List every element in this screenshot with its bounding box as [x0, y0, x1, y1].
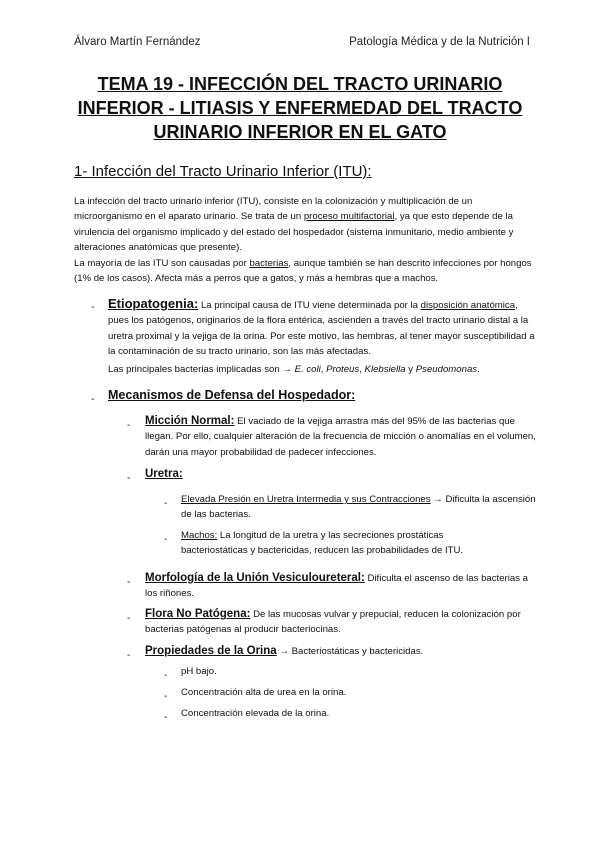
morfologia-heading: Morfología de la Unión Vesiculoureteral:: [145, 572, 365, 584]
morfologia-block: Morfología de la Unión Vesiculoureteral: Dificulta el ascenso de las bacterias a los riñones.: [145, 572, 529, 600]
list-item: Concentración elevada de la orina.: [181, 708, 330, 719]
bullet-dash: -: [164, 691, 168, 702]
course-name: Patología Médica y de la Nutrición I: [349, 36, 530, 48]
list-item: pH bajo.: [181, 666, 217, 677]
flora-heading: Flora No Patógena:: [145, 608, 251, 620]
bullet-dash: -: [164, 534, 168, 545]
miccion-block: Micción Normal: El vaciado de la vejiga arrastra más del 95% de las bacterias que llegan. Por ello, cualquier alteración de la frecuencia de micción o anomalías en el volumen, darán una mayor probabilidad de padecer infecciones.: [145, 415, 536, 458]
uretra-sub-machos: Machos: La longitud de la uretra y las secreciones prostáticas bacteriostáticas y bactericidas, reducen las probabilidades de ITU.: [181, 530, 464, 557]
etiopatogenia-block: Etiopatogenia: La principal causa de ITU viene determinada por la disposición anatómica, pues los patógenos, originarios de la flora entérica, ascienden a través del tracto urinario distal a la uretra proximal y la vejiga de la orina. Por este motivo, las hembras, al tener mayor susceptibilidad a la contaminación de su tracto urinario, son las más afectadas.: [108, 296, 535, 358]
flora-block: Flora No Patógena: De las mucosas vulvar y prepucial, reducen la colonización por bacterias patógenas al producir bacteriocinas.: [145, 608, 521, 636]
bullet-dash: -: [164, 670, 168, 681]
page-header: [74, 36, 530, 48]
bacteria-list: Las principales bacterias implicadas son → E. coli, Proteus, Klebsiella y Pseudomonas.: [108, 364, 480, 375]
intro-paragraph-1: La infección del tracto urinario inferior (ITU), consiste en la colonización y multiplicación de un microorganismo en el aparato urinario. Se trata de un proceso multifactorial, ya que esto depende de la virulencia del organismo implicado y del estado del hospedador (sistema inmunitario, medio ambiente y alteraciones anatómicas que presente).: [74, 196, 514, 254]
etiopatogenia-heading: Etiopatogenia:: [108, 296, 199, 311]
bullet-dash: -: [127, 473, 131, 484]
section-title: 1- Infección del Tracto Urinario Inferior (ITU):: [74, 163, 372, 180]
intro-paragraph-2: La mayoría de las ITU son causadas por bacterias, aunque también se han descrito infecciones por hongos (1% de los casos). Afecta más a perros que a gatos, y más a hembras que a machos.: [74, 258, 532, 285]
title-line-1: TEMA 19 - INFECCIÓN DEL TRACTO URINARIO: [97, 74, 503, 94]
bullet-dash: -: [127, 420, 131, 431]
title-line-3: URINARIO INFERIOR EN EL GATO: [153, 122, 447, 142]
bullet-dash: -: [91, 394, 95, 405]
list-item: Concentración alta de urea en la orina.: [181, 687, 347, 698]
author-name: Álvaro Martín Fernández: [74, 36, 201, 48]
title-line-2: INFERIOR - LITIASIS Y ENFERMEDAD DEL TRACTO: [77, 98, 523, 118]
document-title: [60, 72, 540, 144]
mecanismos-heading: Mecanismos de Defensa del Hospedador:: [108, 388, 356, 402]
bullet-dash: -: [164, 712, 168, 723]
uretra-sub-presion: Elevada Presión en Uretra Intermedia y sus Contracciones → Dificulta la ascensión de las bacterias.: [181, 494, 536, 521]
bullet-dash: -: [127, 613, 131, 624]
bullet-dash: -: [127, 577, 131, 588]
bullet-dash: -: [127, 650, 131, 661]
orina-block: Propiedades de la Orina → Bacteriostáticas y bactericidas.: [145, 645, 424, 657]
uretra-heading: Uretra:: [145, 468, 183, 480]
bullet-dash: -: [91, 302, 95, 313]
orina-heading: Propiedades de la Orina: [145, 645, 277, 657]
miccion-heading: Micción Normal:: [145, 415, 235, 427]
bullet-dash: -: [164, 498, 168, 509]
